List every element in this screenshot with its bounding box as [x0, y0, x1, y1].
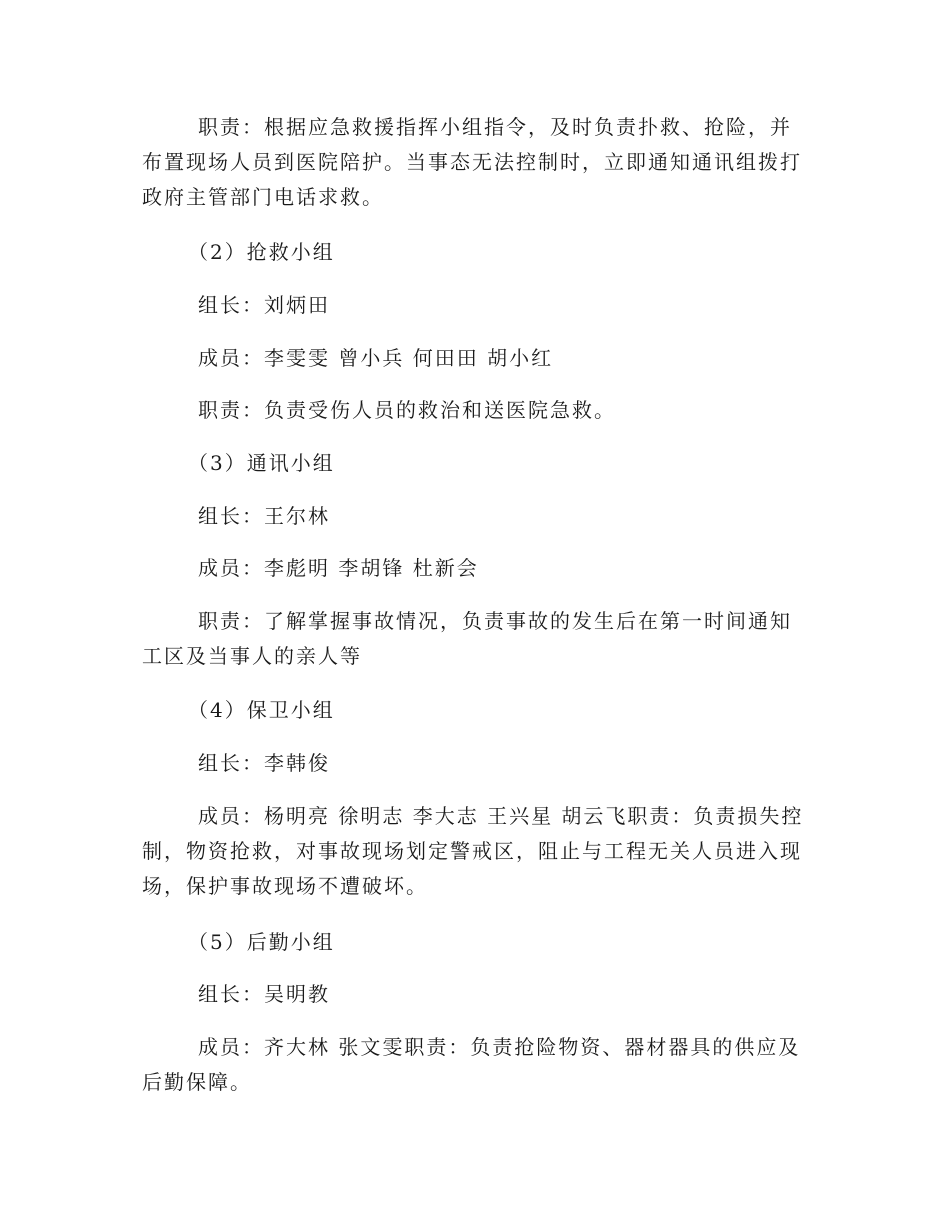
paragraph-communication-duty: 职责：了解掌握事故情况，负责事故的发生后在第一时间通知工区及当事人的亲人等: [142, 609, 792, 668]
paragraph-logistics-leader: 组长：吴明教: [198, 982, 330, 1006]
paragraph-security-members-duty: 成员：杨明亮 徐明志 李大志 王兴星 胡云飞职责：负责损失控制，物资抢救，对事故现场划定警戒区，阻止与工程无关人员进入现场，保护事故现场不遭破坏。: [142, 804, 804, 898]
heading-rescue-group: （2）抢救小组: [188, 240, 335, 264]
paragraph-rescue-leader: 组长：刘炳田: [198, 293, 330, 317]
paragraph-logistics-members-duty: 成员：齐大林 张文雯职责：负责抢险物资、器材器具的供应及后勤保障。: [142, 1035, 801, 1094]
paragraph-security-leader: 组长：李韩俊: [198, 751, 330, 775]
paragraph-communication-leader: 组长：王尔林: [198, 504, 330, 528]
paragraph-communication-members: 成员：李彪明 李胡锋 杜新会: [198, 556, 479, 580]
paragraph-rescue-group-duty: 职责：负责受伤人员的救治和送医院急救。: [198, 398, 616, 422]
paragraph-rescue-duty: 职责：根据应急救援指挥小组指令，及时负责扑救、抢险，并布置现场人员到医院陪护。当事态无法控制时，立即通知通讯组拨打政府主管部门电话求救。: [142, 115, 802, 209]
paragraph-rescue-members: 成员：李雯雯 曾小兵 何田田 胡小红: [198, 346, 554, 370]
heading-communication-group: （3）通讯小组: [188, 451, 335, 475]
heading-logistics-group: （5）后勤小组: [188, 930, 335, 954]
heading-security-group: （4）保卫小组: [188, 698, 335, 722]
